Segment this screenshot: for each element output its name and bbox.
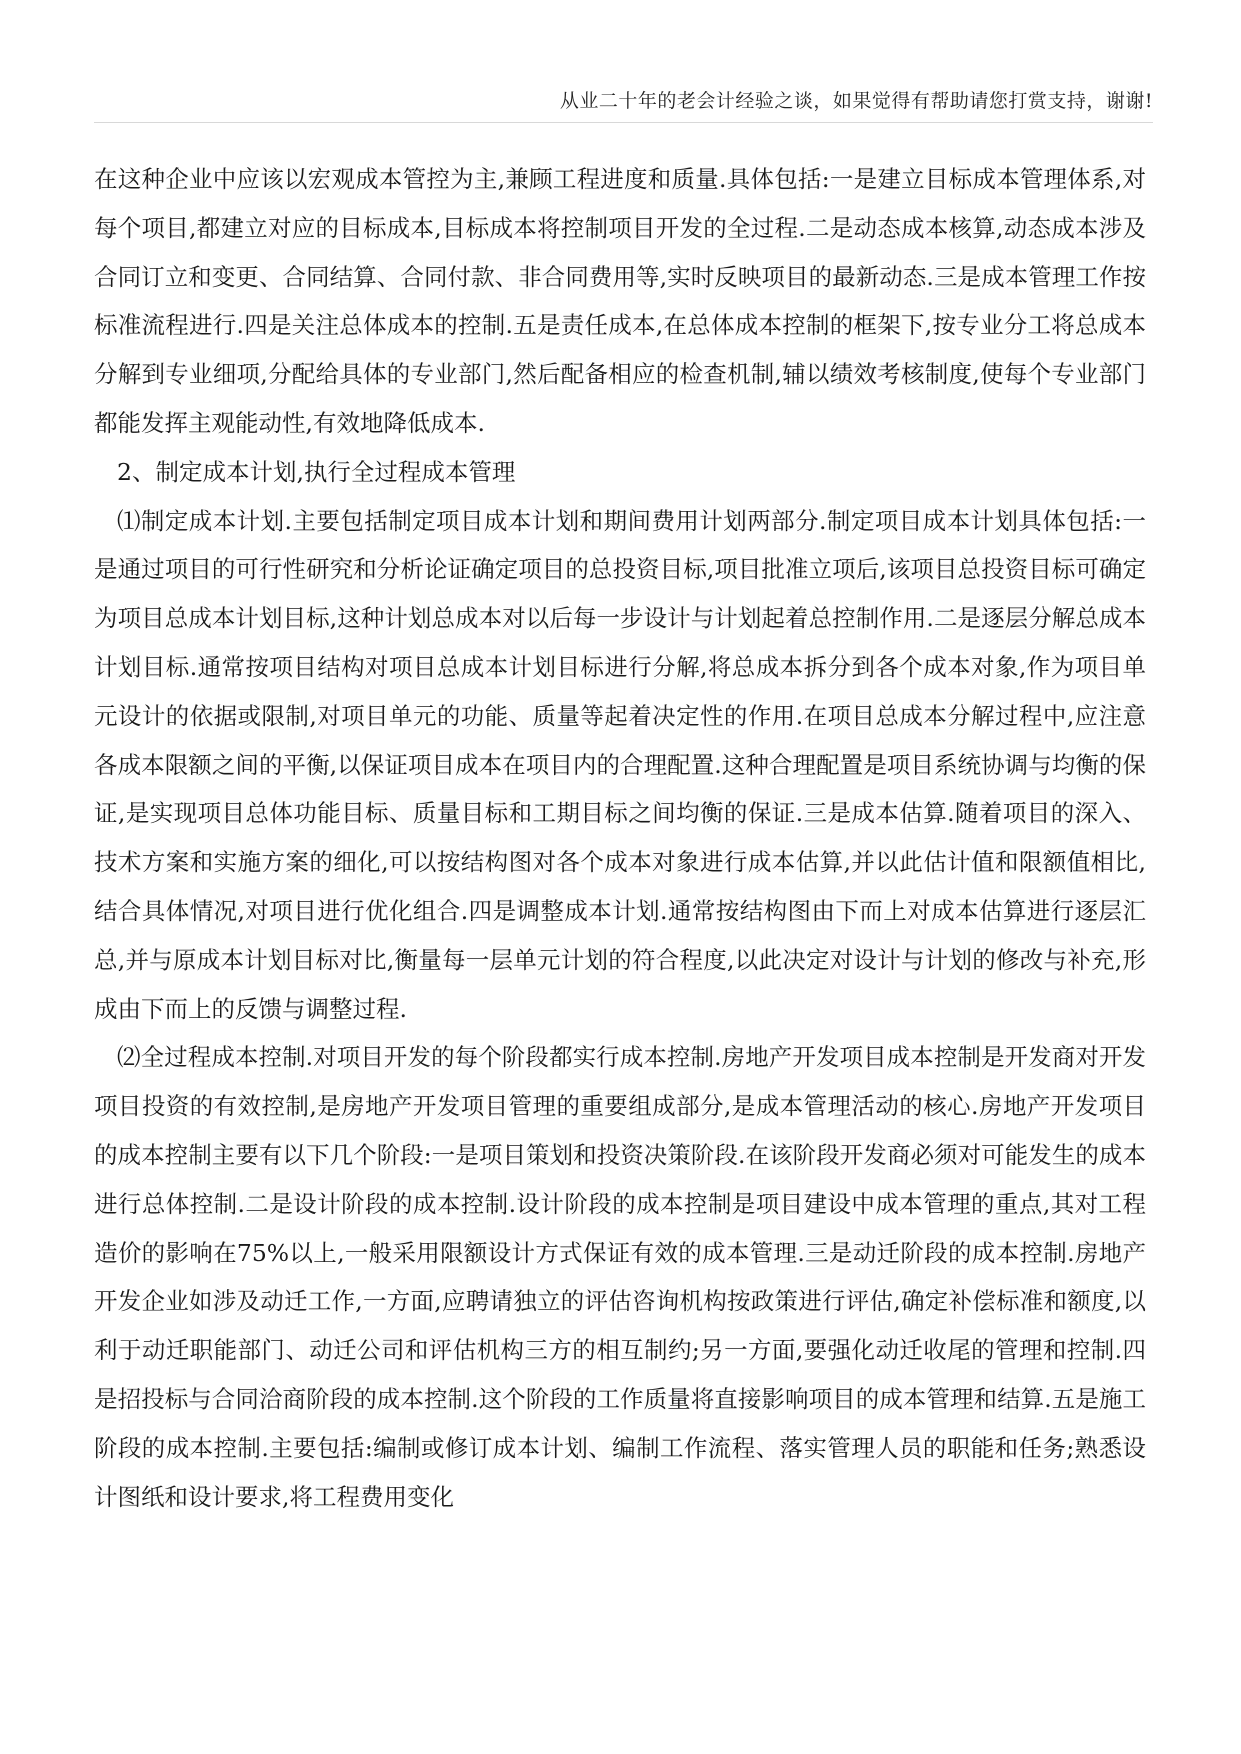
paragraph: ⑴制定成本计划.主要包括制定项目成本计划和期间费用计划两部分.制定项目成本计划具体包括:一是通过项目的可行性研究和分析论证确定项目的总投资目标,项目批准立项后,该项目总投资目标可确定为项目总成本计划目标,这种计划总成本对以后每一步设计与计划起着总控制作用.二是逐层分解总成本计划目标.通常按项目结构对项目总成本计划目标进行分解,将总成本拆分到各个成本对象,作为项目单元设计的依据或限制,对项目单元的功能、质量等起着决定性的作用.在项目总成本分解过程中,应注意各成本限额之间的平衡,以保证项目成本在项目内的合理配置.这种合理配置是项目系统协调与均衡的保证,是实现项目总体功能目标、质量目标和工期目标之间均衡的保证.三是成本估算.随着项目的深入、技术方案和实施方案的细化,可以按结构图对各个成本对象进行成本估算,并以此估计值和限额值相比,结合具体情况,对项目进行优化组合.四是调整成本计划.通常按结构图由下而上对成本估算进行逐层汇总,并与原成本计划目标对比,衡量每一层单元计划的符合程度,以此决定对设计与计划的修改与补充,形成由下而上的反馈与调整过程. (94, 506, 1146, 1023)
header-divider (94, 122, 1153, 123)
paragraph: ⑵全过程成本控制.对项目开发的每个阶段都实行成本控制.房地产开发项目成本控制是开发商对开发项目投资的有效控制,是房地产开发项目管理的重要组成部分,是成本管理活动的核心.房地产开发项目的成本控制主要有以下几个阶段:一是项目策划和投资决策阶段.在该阶段开发商必须对可能发生的成本进行总体控制.二是设计阶段的成本控制.设计阶段的成本控制是项目建设中成本管理的重点,其对工程造价的影响在75%以上,一般采用限额设计方式保证有效的成本管理.三是动迁阶段的成本控制.房地产开发企业如涉及动迁工作,一方面,应聘请独立的评估咨询机构按政策进行评估,确定补偿标准和额度,以利于动迁职能部门、动迁公司和评估机构三方的相互制约;另一方面,要强化动迁收尾的管理和控制.四是招投标与合同洽商阶段的成本控制.这个阶段的工作质量将直接影响项目的成本管理和结算.五是施工阶段的成本控制.主要包括:编制或修订成本计划、编制工作流程、落实管理人员的职能和任务;熟悉设计图纸和设计要求,将工程费用变化 (94, 1043, 1146, 1511)
paragraph: 在这种企业中应该以宏观成本管控为主,兼顾工程进度和质量.具体包括:一是建立目标成本管理体系,对每个项目,都建立对应的目标成本,目标成本将控制项目开发的全过程.二是动态成本核算,动态成本涉及合同订立和变更、合同结算、合同付款、非合同费用等,实时反映项目的最新动态.三是成本管理工作按标准流程进行.四是关注总体成本的控制.五是责任成本,在总体成本控制的框架下,按专业分工将总成本分解到专业细项,分配给具体的专业部门,然后配备相应的检查机制,辅以绩效考核制度,使每个专业部门都能发挥主观能动性,有效地降低成本. (94, 165, 1146, 437)
section-heading: 2、制定成本计划,执行全过程成本管理 (117, 457, 516, 486)
document-body (94, 155, 1146, 1521)
page-header-note: 从业二十年的老会计经验之谈，如果觉得有帮助请您打赏支持，谢谢! (559, 90, 1153, 112)
